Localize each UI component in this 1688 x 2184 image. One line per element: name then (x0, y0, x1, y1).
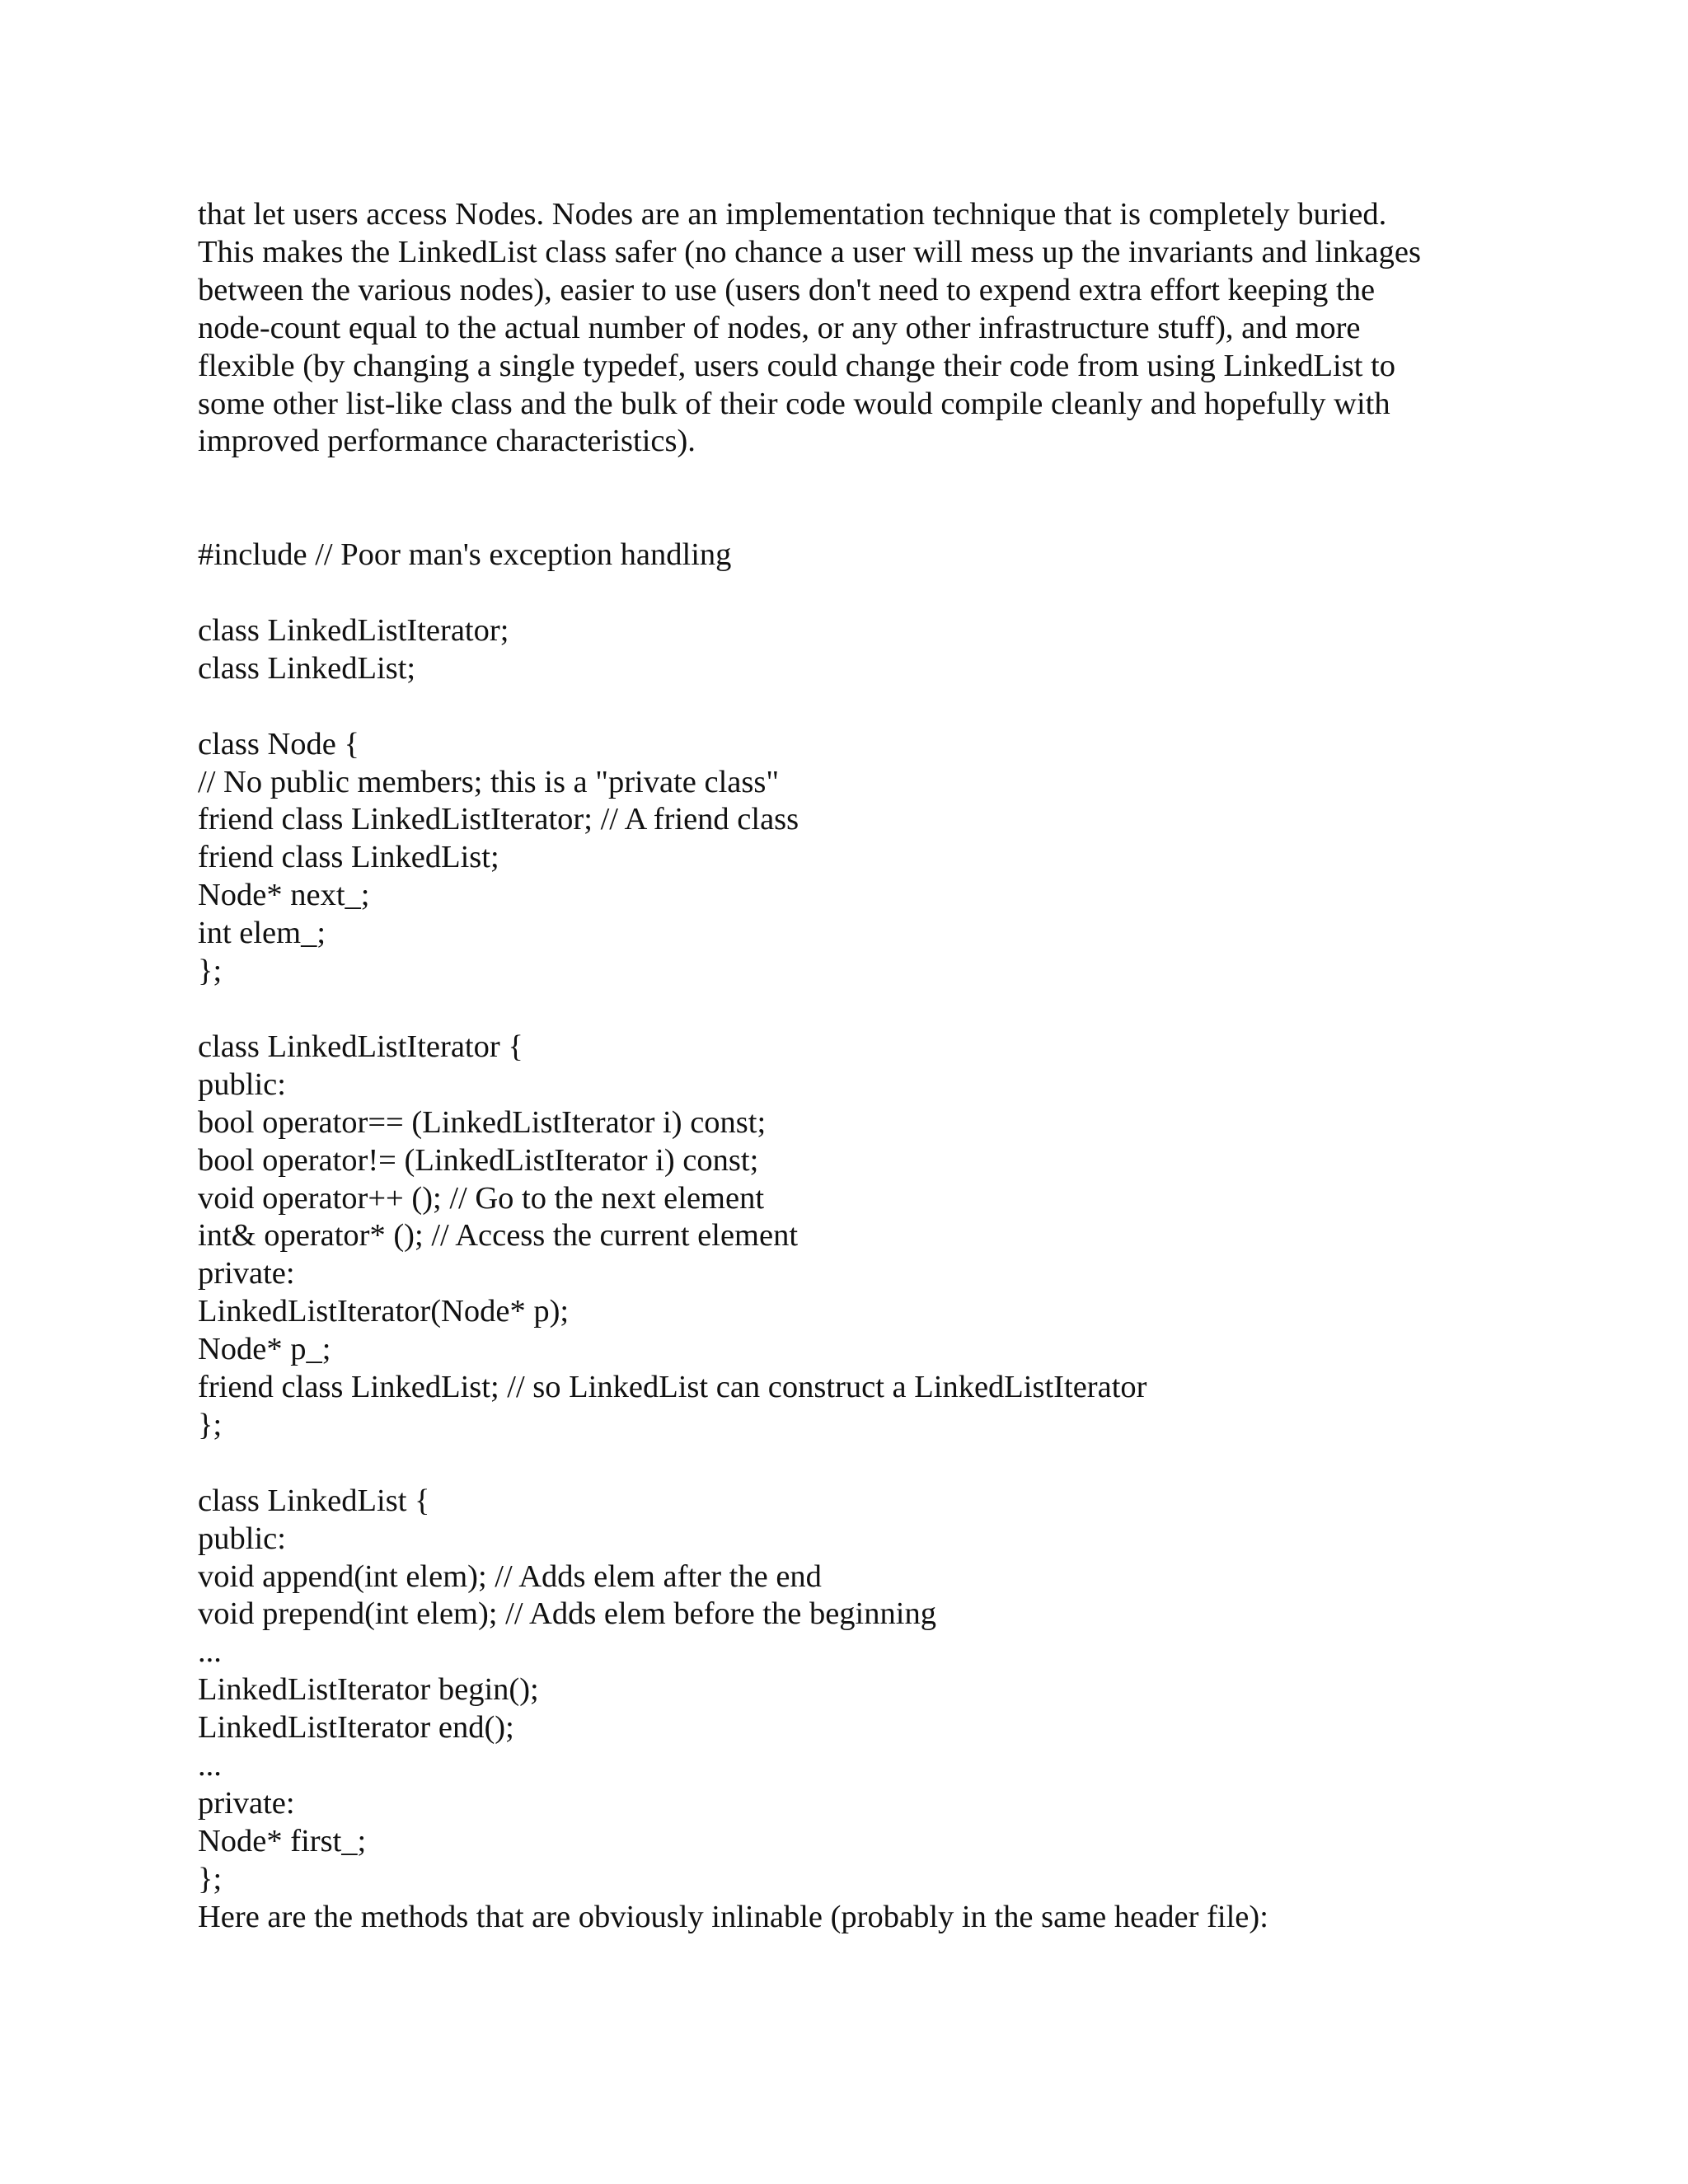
code-line: void append(int elem); // Adds elem after the end (198, 1558, 822, 1594)
code-line: void prepend(int elem); // Adds elem before the beginning (198, 1596, 936, 1632)
intro-line: node-count equal to the actual number of nodes, or any other infrastructure stuff), and more (198, 310, 1361, 345)
intro-line: that let users access Nodes. Nodes are an implementation technique that is completely buried. (198, 197, 1387, 232)
intro-line: This makes the LinkedList class safer (no chance a user will mess up the invariants and linkages (198, 234, 1421, 269)
code-line: bool operator== (LinkedListIterator i) const; (198, 1104, 767, 1140)
code-line: class LinkedList; (198, 650, 416, 686)
code-line: class LinkedListIterator; (198, 612, 509, 648)
code-line: class LinkedList { (198, 1483, 430, 1518)
code-line: ... (198, 1748, 222, 1783)
code-line: private: (198, 1785, 295, 1821)
closing-line: Here are the methods that are obviously inlinable (probably in the same header file): (198, 1899, 1268, 1934)
include-directive-block (198, 537, 1517, 574)
include-directive: #include // Poor man's exception handling (198, 537, 732, 573)
code-line: friend class LinkedList; // so LinkedList can construct a LinkedListIterator (198, 1370, 1147, 1405)
code-line: }; (198, 954, 223, 989)
code-line: int& operator* (); // Access the current element (198, 1218, 799, 1254)
code-line: public: (198, 1066, 286, 1102)
code-line: ... (198, 1634, 222, 1670)
node-class-block (198, 726, 1517, 991)
code-line: LinkedListIterator end(); (198, 1710, 514, 1746)
code-line: private: (198, 1256, 295, 1291)
code-line: }; (198, 1407, 223, 1442)
closing-sentence (198, 1899, 1517, 1937)
code-line: Node* first_; (198, 1823, 367, 1858)
code-line: class Node { (198, 726, 359, 762)
code-line: void operator++ (); // Go to the next element (198, 1180, 765, 1216)
code-line: Node* p_; (198, 1332, 331, 1367)
intro-paragraph (198, 196, 1517, 461)
code-line: // No public members; this is a "private class" (198, 764, 780, 799)
forward-declarations-block (198, 612, 1517, 688)
code-line: public: (198, 1521, 286, 1556)
code-line: class LinkedListIterator { (198, 1029, 523, 1064)
code-line: LinkedListIterator begin(); (198, 1672, 539, 1708)
intro-line: between the various nodes), easier to use (users don't need to expend extra effort keeping the (198, 272, 1376, 307)
code-line: friend class LinkedListIterator; // A friend class (198, 802, 799, 837)
document-page (198, 196, 1517, 1937)
list-class-block (198, 1483, 1517, 1899)
intro-line: improved performance characteristics). (198, 424, 696, 459)
intro-line: flexible (by changing a single typedef, users could change their code from using LinkedList to (198, 348, 1395, 383)
code-line: friend class LinkedList; (198, 840, 499, 875)
code-line: LinkedListIterator(Node* p); (198, 1294, 570, 1329)
intro-line: some other list-like class and the bulk of their code would compile cleanly and hopefully with (198, 386, 1390, 421)
code-line: int elem_; (198, 916, 326, 951)
iterator-class-block (198, 1029, 1517, 1445)
code-line: bool operator!= (LinkedListIterator i) const; (198, 1142, 759, 1178)
code-listing (198, 537, 1517, 1899)
code-line: Node* next_; (198, 878, 370, 913)
code-line: }; (198, 1861, 223, 1896)
